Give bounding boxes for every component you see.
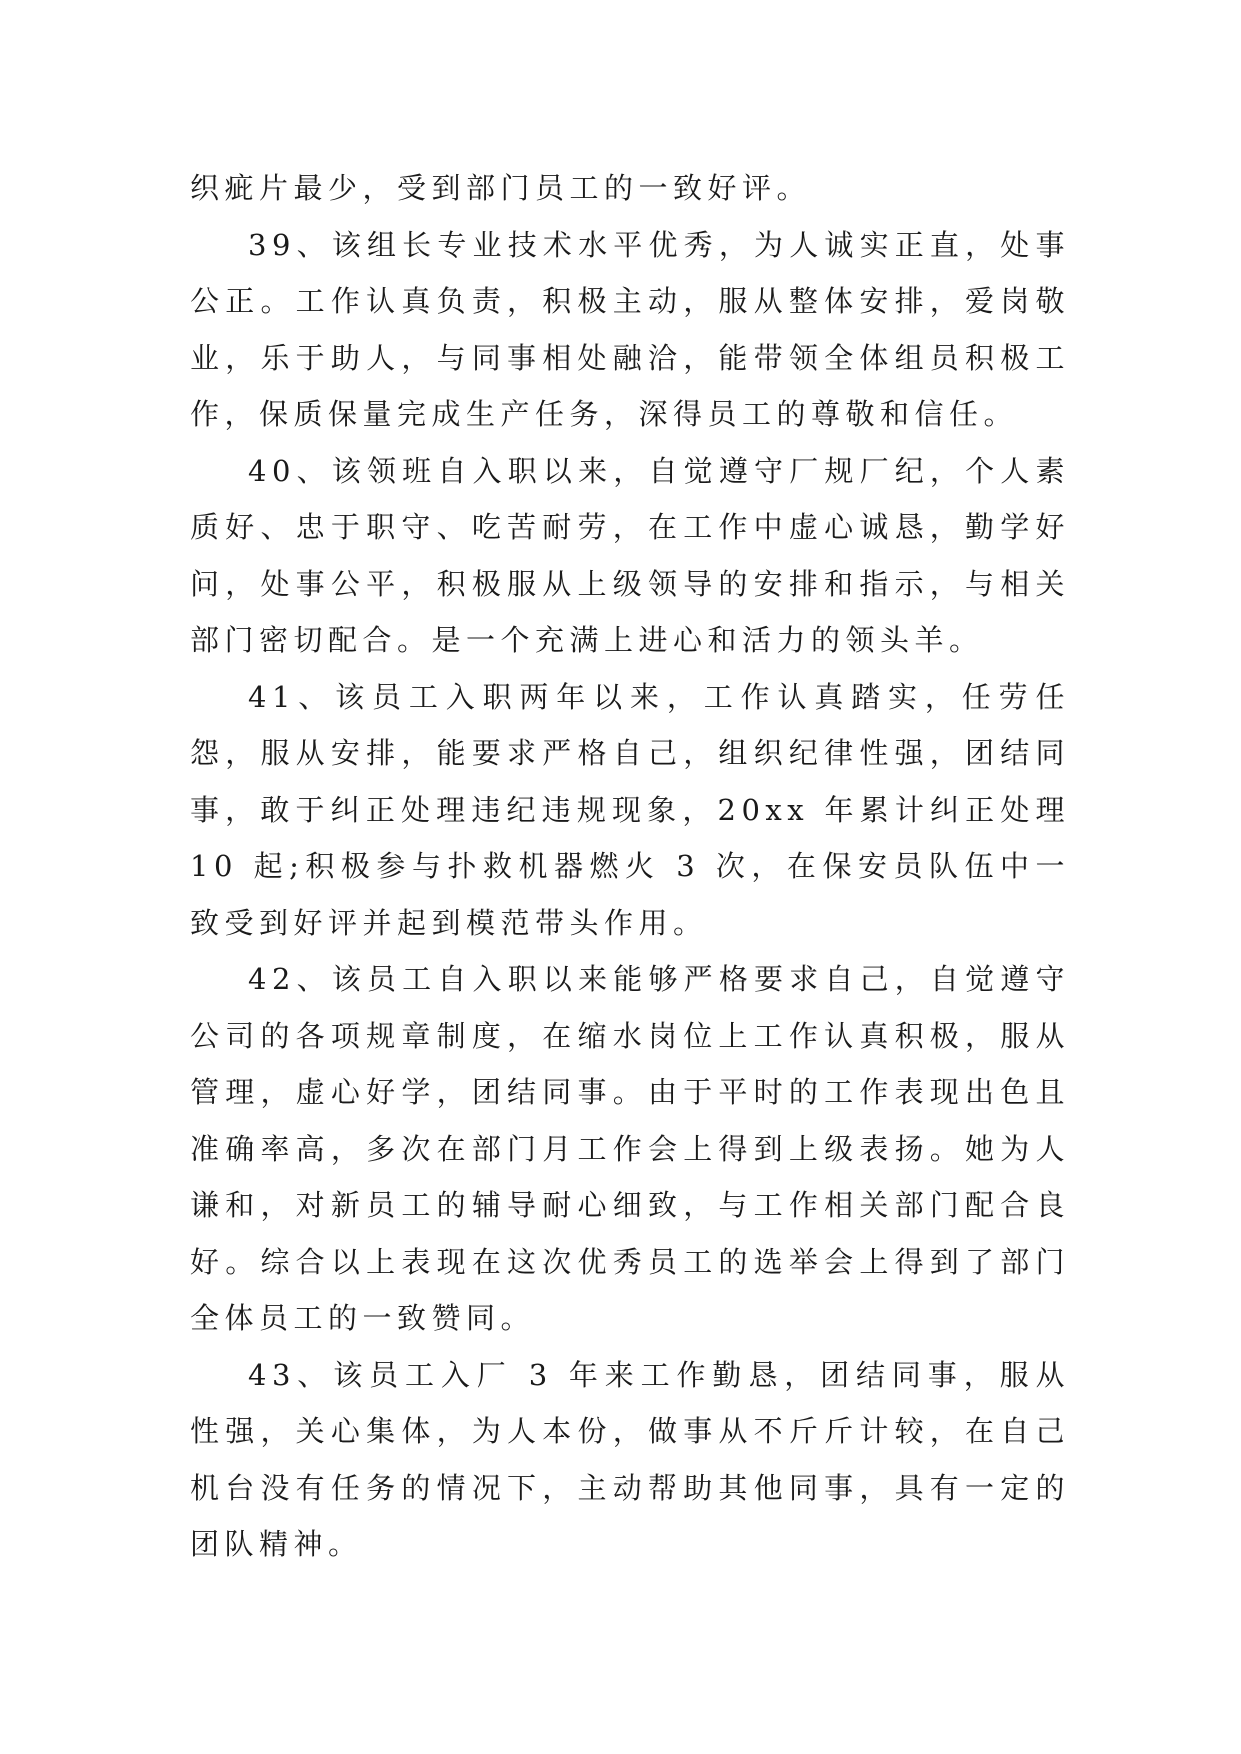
- document-body: [190, 160, 1070, 1573]
- paragraph-39: 39、该组长专业技术水平优秀，为人诚实正直，处事公正。工作认真负责，积极主动，服从整体安排，爱岗敬业，乐于助人，与同事相处融洽，能带领全体组员积极工作，保质保量完成生产任务，深得员工的尊敬和信任。: [190, 227, 1070, 431]
- paragraph-continuation: 织疵片最少，受到部门员工的一致好评。: [190, 171, 812, 205]
- paragraph-40: 40、该领班自入职以来，自觉遵守厂规厂纪，个人素质好、忠于职守、吃苦耐劳，在工作中虚心诚恳，勤学好问，处事公平，积极服从上级领导的安排和指示，与相关部门密切配合。是一个充满上进心和活力的领头羊。: [190, 453, 1070, 657]
- paragraph-42: 42、该员工自入职以来能够严格要求自己，自觉遵守公司的各项规章制度，在缩水岗位上工作认真积极，服从管理，虚心好学，团结同事。由于平时的工作表现出色且准确率高，多次在部门月工作会上得到上级表扬。她为人谦和，对新员工的辅导耐心细致，与工作相关部门配合良好。综合以上表现在这次优秀员工的选举会上得到了部门全体员工的一致赞同。: [190, 962, 1070, 1335]
- paragraph-41: 41、该员工入职两年以来，工作认真踏实，任劳任怨，服从安排，能要求严格自己，组织纪律性强，团结同事，敢于纠正处理违纪违规现象，20xx 年累计纠正处理 10 起;积极参与扑救机器燃火 3 次，在保安员队伍中一致受到好评并起到模范带头作用。: [190, 679, 1070, 940]
- paragraph-43: 43、该员工入厂 3 年来工作勤恳，团结同事，服从性强，关心集体，为人本份，做事从不斤斤计较，在自己机台没有任务的情况下，主动帮助其他同事，具有一定的团队精神。: [190, 1357, 1070, 1561]
